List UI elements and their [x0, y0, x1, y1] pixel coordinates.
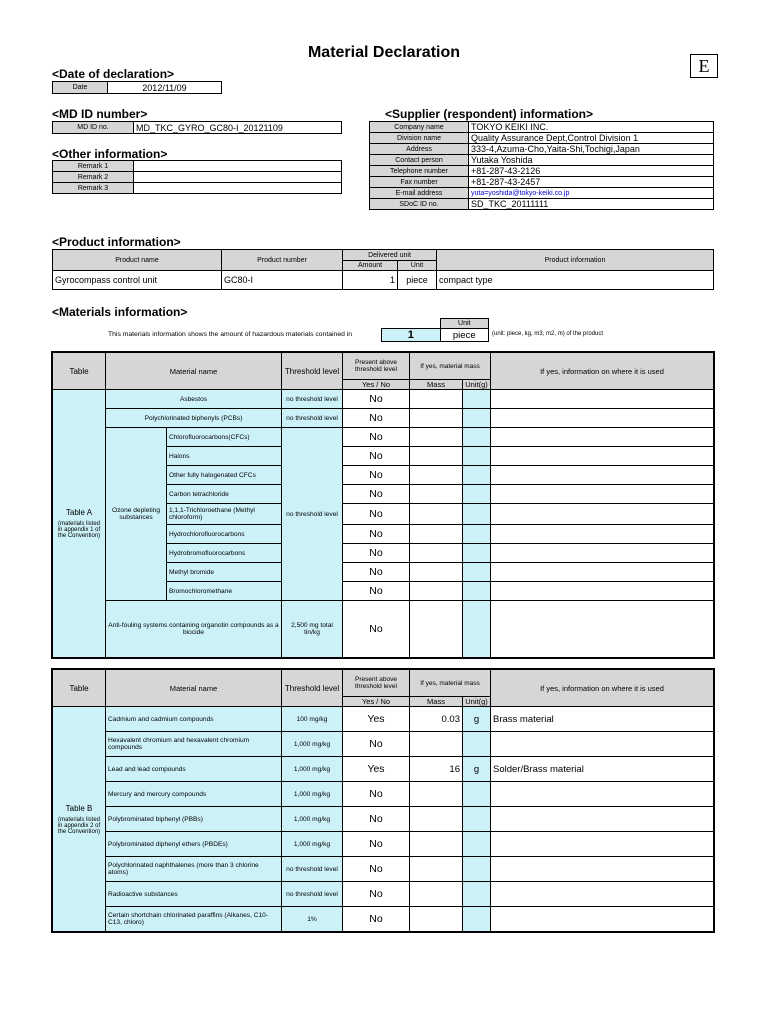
email-link[interactable]: yuta=yoshida@tokyo-keiki.co.jp	[471, 189, 570, 197]
material-name: Halons	[167, 447, 282, 466]
mass-value[interactable]	[410, 882, 463, 907]
material-name: Methyl bromide	[167, 563, 282, 582]
material-name: Hydrobromofluorocarbons	[167, 544, 282, 563]
material-name: Radioactive substances	[106, 882, 282, 907]
unit-value[interactable]: g	[463, 757, 491, 782]
present-value[interactable]: No	[343, 563, 410, 582]
where-value[interactable]	[491, 428, 714, 447]
supplier-value[interactable]: +81-287-43-2126	[469, 166, 714, 177]
unit-value[interactable]	[463, 485, 491, 504]
remark-value[interactable]	[134, 183, 342, 194]
date-heading: <Date of declaration>	[52, 67, 175, 81]
present-value[interactable]: No	[343, 447, 410, 466]
remark-value[interactable]	[134, 172, 342, 183]
unit-value[interactable]	[463, 857, 491, 882]
present-value[interactable]: No	[343, 807, 410, 832]
unit-g-header: Unit(g)	[463, 380, 491, 390]
mass-value[interactable]	[410, 466, 463, 485]
mass-value[interactable]	[410, 807, 463, 832]
where-value[interactable]: Brass material	[491, 707, 714, 732]
materials-amount[interactable]: 1	[382, 329, 441, 342]
present-value[interactable]: No	[343, 782, 410, 807]
where-value[interactable]	[491, 466, 714, 485]
yesno-header: Yes / No	[343, 380, 410, 390]
mass-value[interactable]	[410, 485, 463, 504]
unit-header: Unit	[398, 261, 437, 271]
date-table	[52, 81, 222, 94]
product-heading: <Product information>	[52, 235, 181, 249]
where-value[interactable]	[491, 447, 714, 466]
present-value[interactable]: No	[343, 544, 410, 563]
other-info-heading: <Other information>	[52, 147, 168, 161]
unit-value[interactable]	[463, 882, 491, 907]
ifyes-column-header: If yes, material mass	[410, 353, 491, 380]
unit-value[interactable]	[463, 582, 491, 601]
table-a-label	[53, 390, 106, 658]
mass-value[interactable]	[410, 857, 463, 882]
materials-heading: <Materials information>	[52, 305, 188, 319]
mass-value[interactable]	[410, 601, 463, 658]
where-value[interactable]	[491, 782, 714, 807]
supplier-label: Address	[370, 144, 469, 155]
supplier-value[interactable]: Quality Assurance Dept,Control Division 1	[469, 133, 714, 144]
remark-value[interactable]	[134, 161, 342, 172]
threshold-level: no threshold level	[282, 882, 343, 907]
supplier-table	[369, 121, 714, 210]
product-info-header: Product information	[437, 250, 714, 271]
present-value[interactable]: No	[343, 525, 410, 544]
md-id-table	[52, 121, 342, 134]
page-title: Material Declaration	[307, 44, 461, 61]
table-column-header: Table	[53, 670, 106, 707]
unit-value[interactable]	[463, 544, 491, 563]
date-value[interactable]: 2012/11/09	[108, 82, 222, 94]
unit-value[interactable]	[463, 409, 491, 428]
material-column-header: Material name	[106, 670, 282, 707]
where-value[interactable]	[491, 857, 714, 882]
where-value[interactable]	[491, 601, 714, 658]
material-name: Asbestos	[106, 390, 282, 409]
language-mark: E	[690, 54, 718, 78]
unit-value[interactable]	[463, 807, 491, 832]
material-name: Chlorofluorocarbons(CFCs)	[167, 428, 282, 447]
where-value[interactable]: Solder/Brass material	[491, 757, 714, 782]
unit-g-header: Unit(g)	[463, 697, 491, 707]
supplier-label: E-mail address	[370, 188, 469, 199]
material-name: Hexavalent chromium and hexavalent chromium compounds	[106, 732, 282, 757]
delivered-unit-header: Delivered unit	[343, 250, 437, 261]
where-value[interactable]	[491, 485, 714, 504]
supplier-label: SDoC ID no.	[370, 199, 469, 210]
unit-value[interactable]	[463, 390, 491, 409]
threshold-level: no threshold level	[282, 857, 343, 882]
product-info-value[interactable]: compact type	[437, 271, 714, 290]
product-name-header: Product name	[53, 250, 222, 271]
mass-value[interactable]	[410, 504, 463, 525]
material-column-header: Material name	[106, 353, 282, 390]
mass-value[interactable]	[410, 544, 463, 563]
remark-label: Remark 3	[53, 183, 134, 194]
where-value[interactable]	[491, 807, 714, 832]
table-a-note: (materials listed in appendix 1 of the Convention)	[57, 521, 101, 539]
present-value[interactable]: Yes	[343, 757, 410, 782]
table-a-name: Table A	[65, 508, 93, 517]
present-value[interactable]: No	[343, 601, 410, 658]
where-value[interactable]	[491, 907, 714, 932]
material-name: Cadmium and cadmium compounds	[106, 707, 282, 732]
where-value[interactable]	[491, 390, 714, 409]
present-value[interactable]: No	[343, 732, 410, 757]
present-column-header: Present above threshold level	[343, 353, 410, 380]
ozone-threshold: no threshold level	[282, 428, 343, 601]
threshold-level: no threshold level	[282, 390, 343, 409]
present-value[interactable]: No	[343, 485, 410, 504]
where-value[interactable]	[491, 882, 714, 907]
unit-value[interactable]	[463, 601, 491, 658]
supplier-value[interactable]: +81-287-43-2457	[469, 177, 714, 188]
present-value[interactable]: No	[343, 504, 410, 525]
material-name: Anti-fouling systems containing organotin compounds as a biocide	[106, 601, 282, 658]
date-label: Date	[53, 82, 108, 94]
mass-value[interactable]	[410, 428, 463, 447]
unit-value[interactable]	[463, 447, 491, 466]
unit-value[interactable]	[463, 525, 491, 544]
material-name: 1,1,1-Trichloroethane (Methyl chloroform)	[167, 504, 282, 525]
present-value[interactable]: Yes	[343, 707, 410, 732]
unit-value[interactable]	[463, 563, 491, 582]
where-value[interactable]	[491, 544, 714, 563]
remark-label: Remark 1	[53, 161, 134, 172]
threshold-level: 1%	[282, 907, 343, 932]
mass-header: Mass	[410, 697, 463, 707]
present-value[interactable]: No	[343, 907, 410, 932]
material-name: Bromochloromethane	[167, 582, 282, 601]
mass-header: Mass	[410, 380, 463, 390]
where-value[interactable]	[491, 832, 714, 857]
supplier-label: Division name	[370, 133, 469, 144]
unit-value[interactable]	[463, 732, 491, 757]
materials-unit-table	[381, 318, 489, 342]
materials-intro: This materials information shows the amount of hazardous materials contained in	[108, 331, 353, 338]
threshold-level: 100 mg/kg	[282, 707, 343, 732]
present-value[interactable]: No	[343, 582, 410, 601]
unit-value[interactable]	[463, 832, 491, 857]
material-name: Polychlorinated biphenyls (PCBs)	[106, 409, 282, 428]
present-value[interactable]: No	[343, 832, 410, 857]
present-value[interactable]: No	[343, 857, 410, 882]
supplier-heading: <Supplier (respondent) information>	[385, 107, 594, 121]
threshold-level: 1,000 mg/kg	[282, 732, 343, 757]
supplier-value[interactable]: Yutaka Yoshida	[469, 155, 714, 166]
unit-value[interactable]	[463, 466, 491, 485]
mass-value[interactable]	[410, 390, 463, 409]
mass-value[interactable]: 0.03	[410, 707, 463, 732]
product-amount-value[interactable]: 1	[343, 271, 398, 290]
mass-value[interactable]	[410, 525, 463, 544]
table-b-name: Table B	[65, 803, 93, 813]
mass-value[interactable]	[410, 563, 463, 582]
table-b	[52, 669, 714, 932]
where-column-header: If yes, information on where it is used	[491, 353, 714, 390]
ozone-group-label: Ozone depleting substances	[106, 428, 167, 601]
unit-value[interactable]	[463, 504, 491, 525]
mass-value[interactable]	[410, 732, 463, 757]
material-name: Mercury and mercury compounds	[106, 782, 282, 807]
material-name: Other fully halogenated CFCs	[167, 466, 282, 485]
where-value[interactable]	[491, 525, 714, 544]
materials-unit[interactable]: piece	[440, 329, 489, 342]
unit-value[interactable]	[463, 907, 491, 932]
yesno-header: Yes / No	[343, 697, 410, 707]
material-name: Polychlorinated naphthalenes (more than 3 chlorine atoms)	[106, 857, 282, 882]
threshold-column-header: Threshold level	[282, 353, 343, 390]
supplier-label: Contact person	[370, 155, 469, 166]
supplier-label: Company name	[370, 122, 469, 133]
materials-unit-label: Unit	[440, 319, 489, 329]
materials-unit-note: (unit: piece, kg, m3, m2, m) of the product	[492, 331, 604, 337]
material-name: Lead and lead compounds	[106, 757, 282, 782]
present-column-header: Present above threshold level	[343, 670, 410, 697]
threshold-level: 1,000 mg/kg	[282, 807, 343, 832]
mass-value[interactable]	[410, 582, 463, 601]
mass-value[interactable]	[410, 907, 463, 932]
threshold-column-header: Threshold level	[282, 670, 343, 707]
threshold-level: 1,000 mg/kg	[282, 832, 343, 857]
mass-value[interactable]	[410, 832, 463, 857]
product-unit-value[interactable]: piece	[398, 271, 437, 290]
unit-value[interactable]	[463, 782, 491, 807]
mass-value[interactable]	[410, 409, 463, 428]
amount-header: Amount	[343, 261, 398, 271]
product-table	[52, 249, 714, 290]
table-b-note: (materials listed in appendix 2 of the Convention)	[57, 816, 101, 835]
other-info-table	[52, 160, 342, 194]
material-name: Polybrominated diphenyl ethers (PBDEs)	[106, 832, 282, 857]
remark-label: Remark 2	[53, 172, 134, 183]
supplier-value[interactable]: TOKYO KEIKI INC.	[469, 122, 714, 133]
present-value[interactable]: No	[343, 428, 410, 447]
material-name: Certain shortchain chlorinated paraffins (Alkanes, C10-C13, chloro)	[106, 907, 282, 932]
present-value[interactable]: No	[343, 390, 410, 409]
product-number-value[interactable]: GC80-I	[222, 271, 343, 290]
table-column-header: Table	[53, 353, 106, 390]
where-value[interactable]	[491, 582, 714, 601]
table-b-label	[53, 707, 106, 932]
md-id-value[interactable]: MD_TKC_GYRO_GC80-I_20121109	[134, 122, 342, 134]
table-a	[52, 352, 714, 658]
where-value[interactable]	[491, 504, 714, 525]
mass-value[interactable]	[410, 782, 463, 807]
where-value[interactable]	[491, 732, 714, 757]
where-value[interactable]	[491, 409, 714, 428]
supplier-value[interactable]: 333-4,Azuma-Cho,Yaita-Shi,Tochigi,Japan	[469, 144, 714, 155]
unit-value[interactable]	[463, 428, 491, 447]
present-value[interactable]: No	[343, 882, 410, 907]
md-id-heading: <MD ID number>	[52, 107, 148, 121]
material-name: Polybrominated biphenyl (PBBs)	[106, 807, 282, 832]
threshold-level: 1,000 mg/kg	[282, 782, 343, 807]
mass-value[interactable]: 16	[410, 757, 463, 782]
unit-value[interactable]: g	[463, 707, 491, 732]
mass-value[interactable]	[410, 447, 463, 466]
md-id-label: MD ID no.	[53, 122, 134, 134]
ifyes-column-header: If yes, material mass	[410, 670, 491, 697]
supplier-label: Fax number	[370, 177, 469, 188]
where-column-header: If yes, information on where it is used	[491, 670, 714, 707]
product-number-header: Product number	[222, 250, 343, 271]
material-name: Carbon tetrachloride	[167, 485, 282, 504]
where-value[interactable]	[491, 563, 714, 582]
threshold-level: 2,500 mg total tin/kg	[282, 601, 343, 658]
supplier-value[interactable]: SD_TKC_20111111	[469, 199, 714, 210]
present-value[interactable]: No	[343, 466, 410, 485]
material-name: Hydrochlorofluorocarbons	[167, 525, 282, 544]
supplier-label: Telephone number	[370, 166, 469, 177]
present-value[interactable]: No	[343, 409, 410, 428]
product-name-value[interactable]: Gyrocompass control unit	[53, 271, 222, 290]
threshold-level: 1,000 mg/kg	[282, 757, 343, 782]
threshold-level: no threshold level	[282, 409, 343, 428]
